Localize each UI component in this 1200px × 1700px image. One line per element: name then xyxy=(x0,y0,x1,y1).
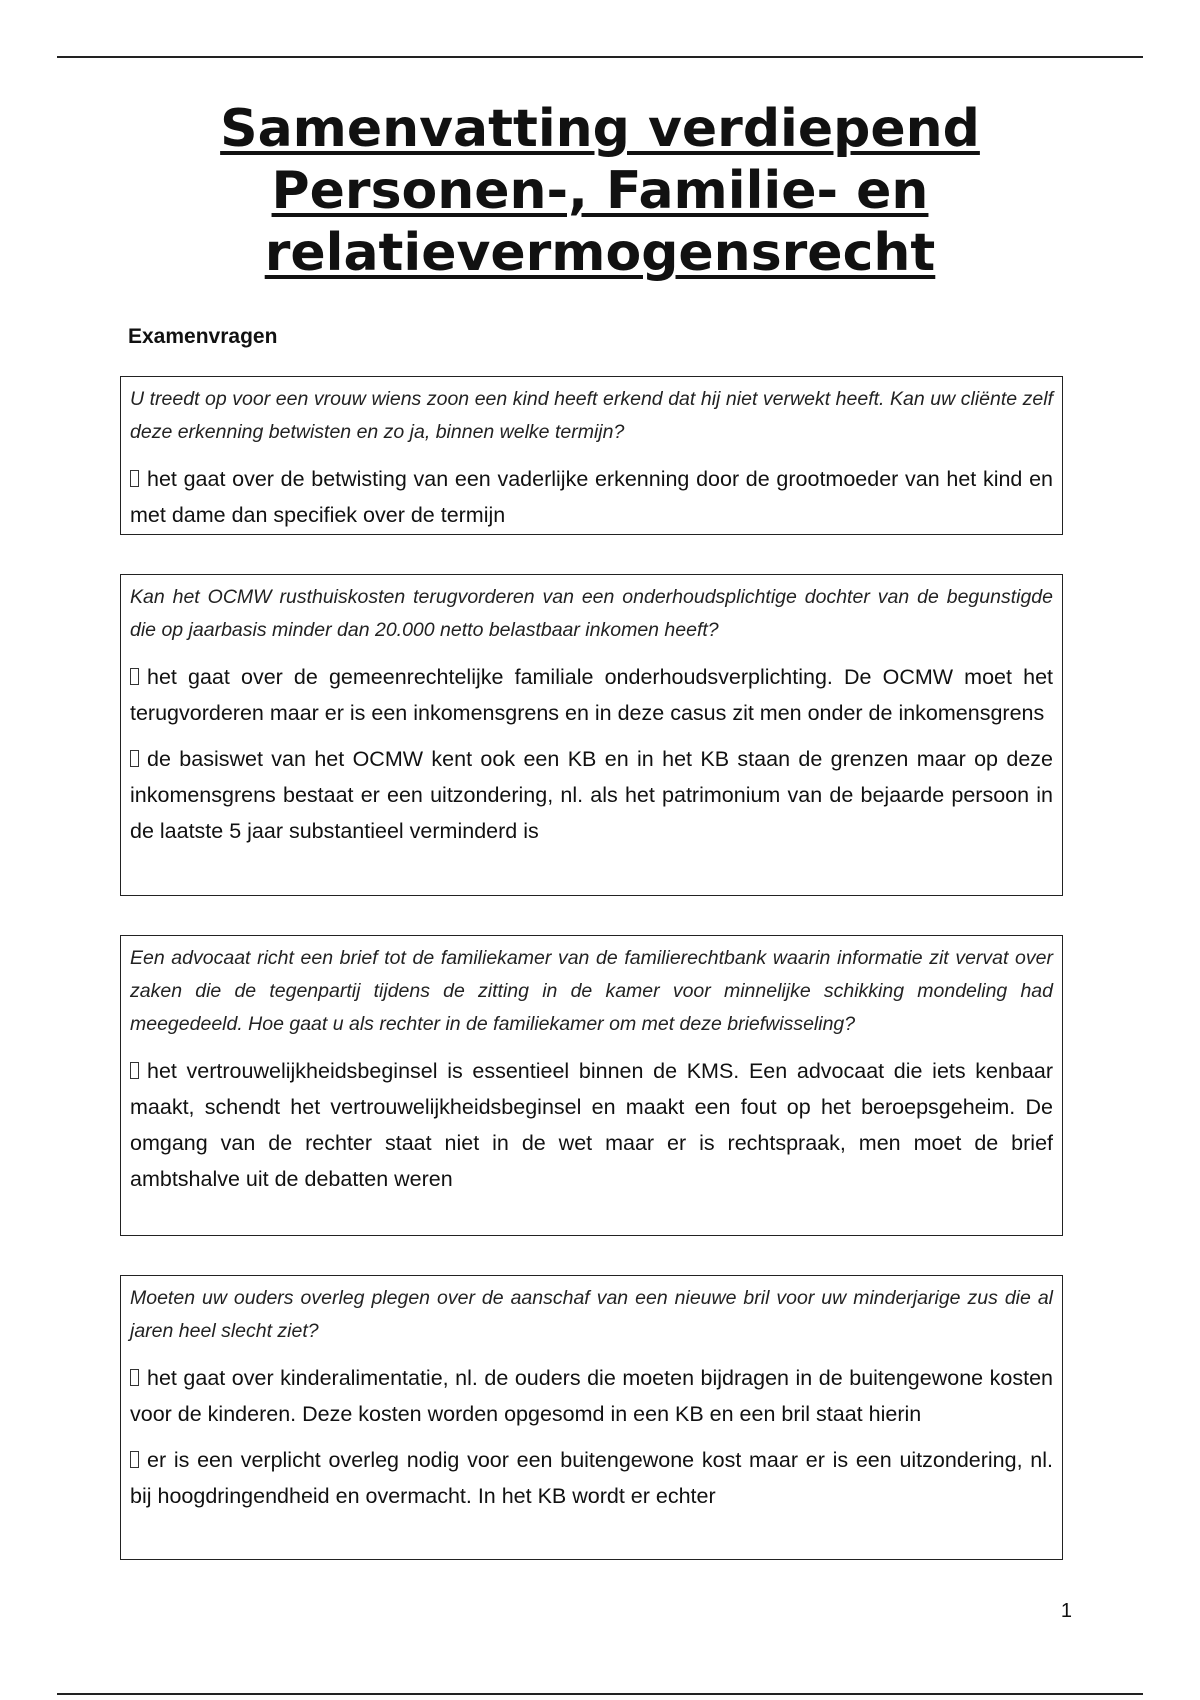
footer-rule xyxy=(57,1693,1143,1695)
title-line: relatievermogensrecht xyxy=(264,223,936,283)
answer-paragraph xyxy=(130,1360,1053,1432)
answer-text: er is een verplicht overleg nodig voor een buitengewone kost maar er is een uitzondering, nl. bij hoogdringendheid en overmacht. In het KB wordt er echter xyxy=(130,1448,1053,1508)
answer-text: het vertrouwelijkheidsbeginsel is essentieel binnen de KMS. Een advocaat die iets kenbaar maakt, schendt het vertrouwelijkheidsbeginsel en maakt een fout op het beroepsgeheim. De omgang van de rechter staat niet in de wet maar er is rechtspraak, men moet de brief ambtshalve uit de debatten weren xyxy=(130,1059,1053,1191)
document-title xyxy=(0,98,1200,284)
section-heading: Examenvragen xyxy=(128,325,278,348)
question-text: U treedt op voor een vrouw wiens zoon een kind heeft erkend dat hij niet verwekt heeft. Kan uw cliënte zelf deze erkenning betwisten en zo ja, binnen welke termijn? xyxy=(130,388,1053,443)
answer-paragraph xyxy=(130,741,1053,849)
missing-glyph-icon xyxy=(130,1451,139,1468)
title-line: Samenvatting verdiepend xyxy=(220,99,980,159)
question-box xyxy=(120,1275,1063,1560)
answer-paragraph xyxy=(130,1442,1053,1514)
answer-text: de basiswet van het OCMW kent ook een KB en in het KB staan de grenzen maar op deze inkomensgrens bestaat er een uitzondering, nl. als het patrimonium van de bejaarde persoon in de laatste 5 jaar substantieel verminderd is xyxy=(130,747,1053,843)
answer-text: het gaat over de betwisting van een vaderlijke erkenning door de grootmoeder van het kind en met dame dan specifiek over de termijn xyxy=(130,467,1053,527)
answer-paragraph xyxy=(130,461,1053,533)
question-box xyxy=(120,935,1063,1236)
answer-paragraph xyxy=(130,659,1053,731)
answer-text: het gaat over de gemeenrechtelijke familiale onderhoudsverplichting. De OCMW moet het terugvorderen maar er is een inkomensgrens en in deze casus zit men onder de inkomensgrens xyxy=(130,665,1053,725)
question-text: Kan het OCMW rusthuiskosten terugvorderen van een onderhoudsplichtige dochter van de begunstigde die op jaarbasis minder dan 20.000 netto belastbaar inkomen heeft? xyxy=(130,586,1053,641)
question-text: Een advocaat richt een brief tot de familiekamer van de familierechtbank waarin informatie zit vervat over zaken die de tegenpartij tijdens de zitting in de kamer voor minnelijke schikking mondeling had meegedeeld. Hoe gaat u als rechter in de familiekamer om met deze briefwisseling? xyxy=(130,947,1053,1035)
missing-glyph-icon xyxy=(130,750,139,767)
missing-glyph-icon xyxy=(130,1062,139,1079)
missing-glyph-icon xyxy=(130,470,139,487)
answer-paragraph xyxy=(130,1053,1053,1197)
page-number: 1 xyxy=(1060,1600,1072,1622)
header-rule xyxy=(57,56,1143,58)
missing-glyph-icon xyxy=(130,668,139,685)
question-box xyxy=(120,574,1063,896)
missing-glyph-icon xyxy=(130,1369,139,1386)
title-line: Personen-, Familie- en xyxy=(271,161,929,221)
question-box xyxy=(120,376,1063,535)
answer-text: het gaat over kinderalimentatie, nl. de ouders die moeten bijdragen in de buitengewone kosten voor de kinderen. Deze kosten worden opgesomd in een KB en een bril staat hierin xyxy=(130,1366,1053,1426)
question-text: Moeten uw ouders overleg plegen over de aanschaf van een nieuwe bril voor uw minderjarige zus die al jaren heel slecht ziet? xyxy=(130,1287,1053,1342)
